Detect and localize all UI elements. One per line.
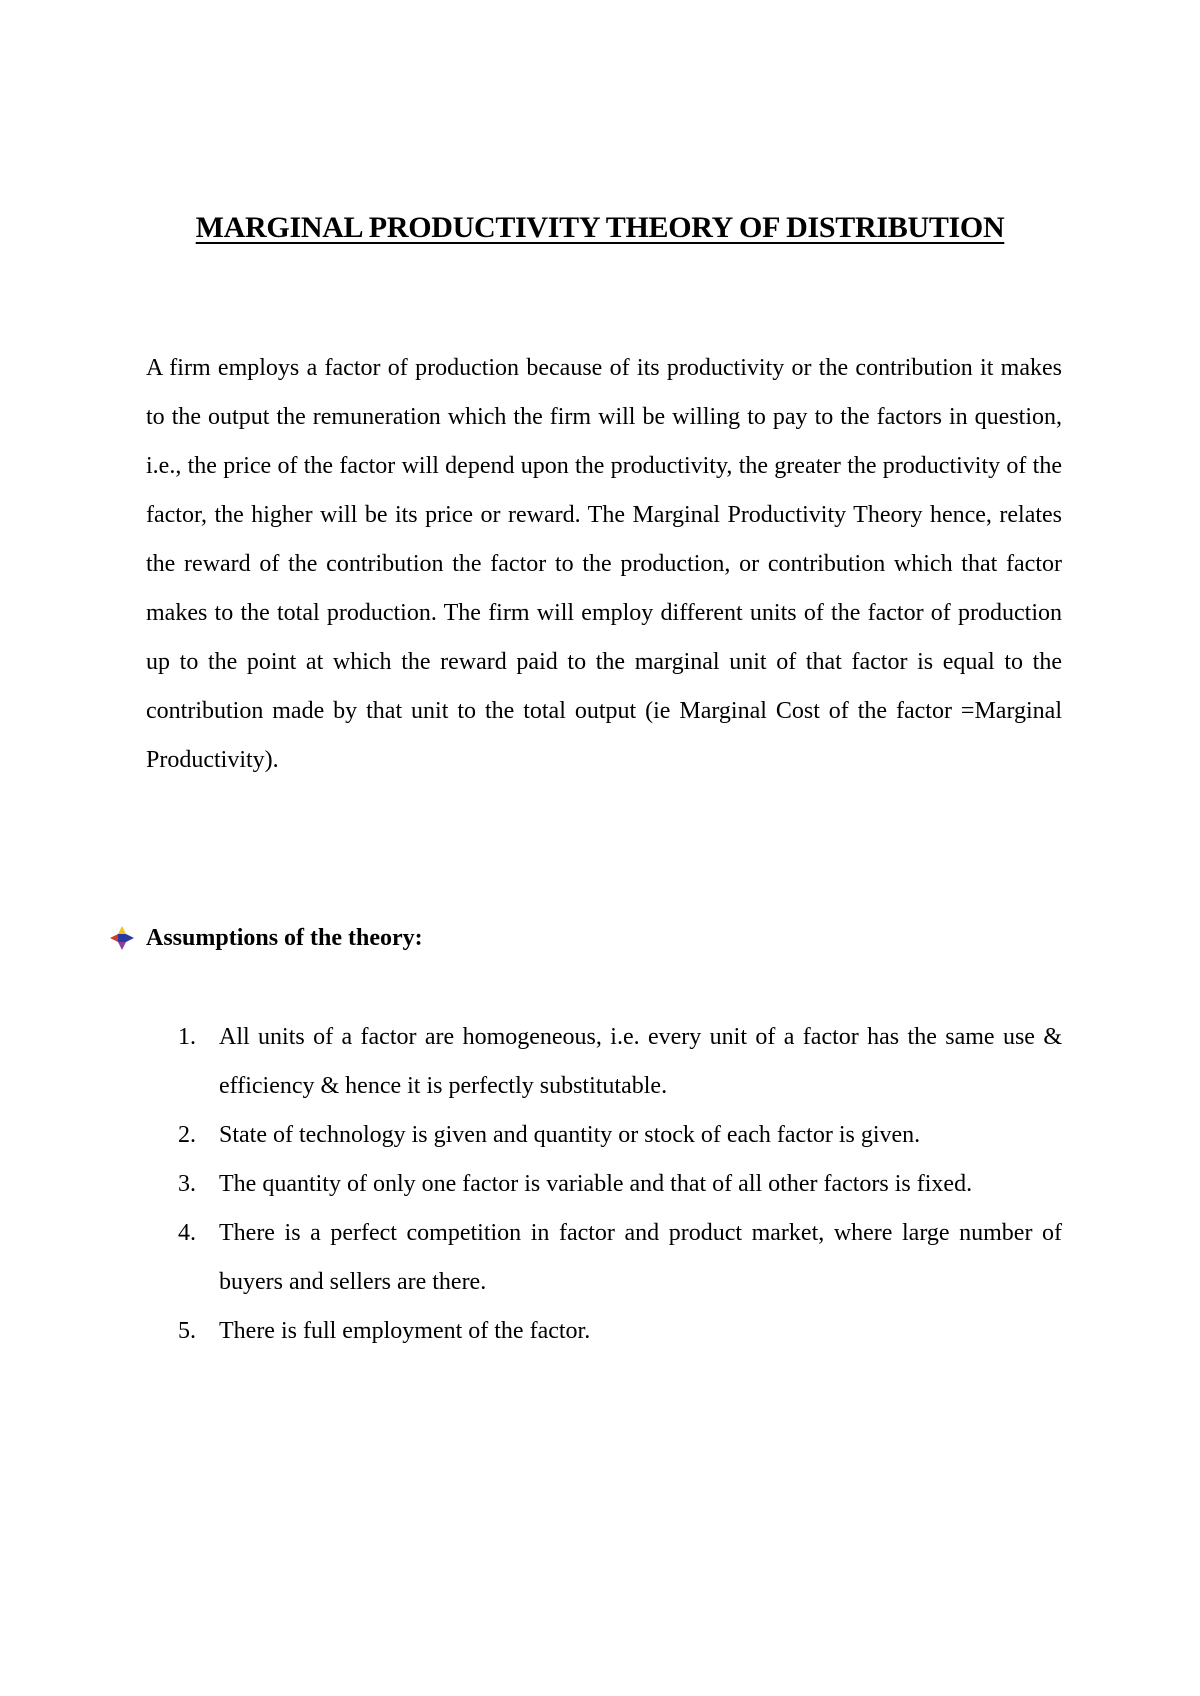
list-item <box>146 1111 1062 1160</box>
list-item-text: All units of a factor are homogeneous, i.e. every unit of a factor has the same use & efficiency & hence it is perfectly substitutable. <box>219 1024 1062 1099</box>
list-item-number: 4. <box>178 1220 196 1246</box>
assumptions-list <box>146 1013 1062 1356</box>
assumptions-heading <box>108 918 1008 958</box>
list-item-text: State of technology is given and quantity or stock of each factor is given. <box>219 1122 921 1148</box>
list-item-text: The quantity of only one factor is variable and that of all other factors is fixed. <box>219 1171 973 1197</box>
assumptions-heading-text: Assumptions of the theory: <box>146 925 423 951</box>
list-item-number: 1. <box>178 1024 196 1050</box>
document-title: MARGINAL PRODUCTIVITY THEORY OF DISTRIBUTION <box>195 211 1005 244</box>
list-item-number: 5. <box>178 1318 196 1344</box>
list-item <box>146 1209 1062 1307</box>
intro-paragraph: A firm employs a factor of production because of its productivity or the contribution it makes to the output the remuneration which the firm will be willing to pay to the factors in question, i.e., the price of the factor will depend upon the productivity, the greater the productivity of the factor, the higher will be its price or reward. The Marginal Productivity Theory hence, relates the reward of the contribution the factor to the production, or contribution which that factor makes to the total production. The firm will employ different units of the factor of production up to the point at which the reward paid to the marginal unit of that factor is equal to the contribution made by that unit to the total output (ie Marginal Cost of the factor =Marginal Productivity). <box>146 355 1062 773</box>
list-item <box>146 1307 1062 1356</box>
list-item-text: There is full employment of the factor. <box>219 1318 591 1344</box>
list-item-number: 3. <box>178 1171 196 1197</box>
four-arrows-bullet-icon <box>108 924 136 952</box>
list-item-text: There is a perfect competition in factor and product market, where large number of buyers and sellers are there. <box>219 1220 1062 1295</box>
list-item-number: 2. <box>178 1122 196 1148</box>
list-item <box>146 1160 1062 1209</box>
list-item <box>146 1013 1062 1111</box>
